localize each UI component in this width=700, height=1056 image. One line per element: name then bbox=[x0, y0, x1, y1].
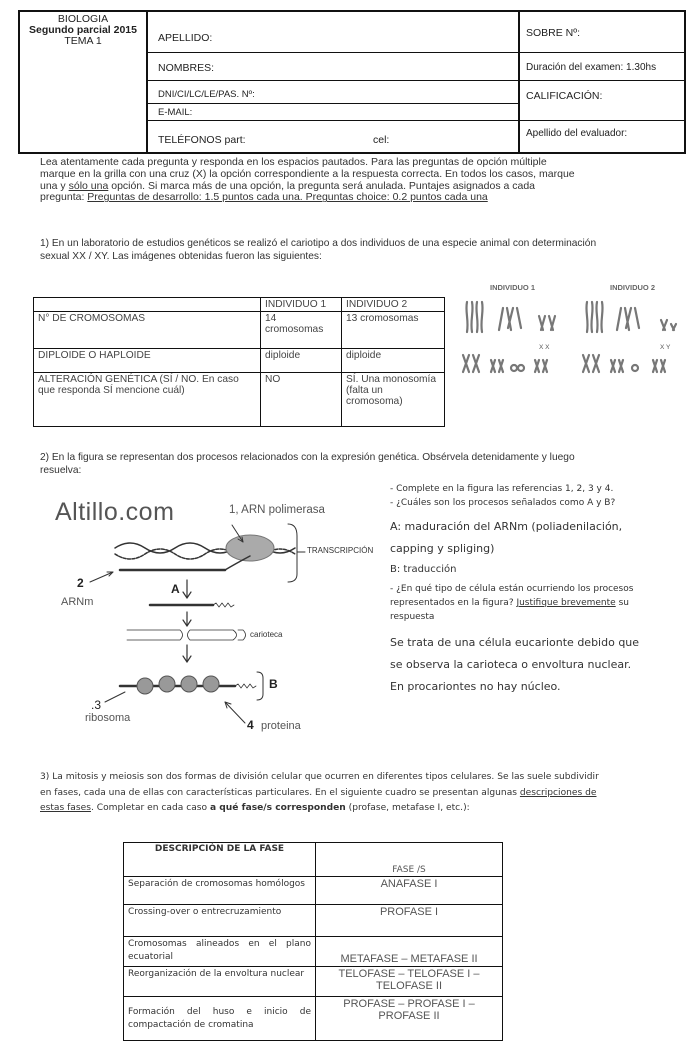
row-label: DIPLOIDE O HAPLOIDE bbox=[34, 349, 261, 373]
q2-line: 2) En la figura se representan dos procesos relacionados con la expresión genética. Obsérvela detenidamente y luego bbox=[40, 452, 575, 463]
label-b: B bbox=[269, 677, 278, 691]
arnm-label: ARNm bbox=[61, 596, 94, 608]
q2-bullet: representados en la figura? Justifique brevemente su bbox=[390, 598, 629, 608]
label-1: 1, ARN polimerasa bbox=[229, 504, 325, 516]
question-2-text bbox=[40, 452, 685, 477]
chromosome-drawing bbox=[455, 280, 690, 395]
dni-field[interactable]: DNI/CI/LC/LE/PAS. Nº: bbox=[158, 89, 255, 100]
grading-info bbox=[520, 12, 686, 152]
exam-name: Segundo parcial 2015 bbox=[29, 24, 137, 36]
calificacion-field[interactable]: CALIFICACIÓN: bbox=[526, 90, 603, 102]
karyotype-image bbox=[455, 280, 690, 395]
exam-header bbox=[18, 10, 686, 154]
karyo-label-2: INDIVIDUO 2 bbox=[610, 283, 656, 292]
col-descripcion: DESCRIPCIÓN DE LA FASE bbox=[124, 843, 316, 877]
cell-answer[interactable]: 14 cromosomas bbox=[261, 312, 342, 349]
phase-answer[interactable]: ANAFASE I bbox=[316, 877, 503, 905]
course-info bbox=[20, 12, 148, 152]
label-4: 4 bbox=[247, 718, 254, 732]
phase-description: Crossing-over o entrecruzamiento bbox=[124, 905, 316, 937]
carioteca-label: carioteca bbox=[250, 630, 283, 639]
xx-label: X X bbox=[539, 344, 550, 351]
label-3: .3 bbox=[91, 698, 102, 712]
phase-description: Cromosomas alineados en el plano ecuatorial bbox=[124, 937, 316, 967]
tema: TEMA 1 bbox=[64, 35, 102, 47]
answer-b[interactable]: B: traducción bbox=[390, 564, 457, 575]
cel-field[interactable]: cel: bbox=[373, 134, 390, 146]
q3-line: 3) La mitosis y meiosis son dos formas de división celular que ocurren en diferentes tipos celulares. Se las suele subdividir bbox=[40, 772, 599, 782]
question-3-text bbox=[40, 770, 690, 817]
q2-line: resuelva: bbox=[40, 464, 82, 476]
cell-answer[interactable]: NO bbox=[261, 373, 342, 427]
telefonos-field[interactable]: TELÉFONOS part: bbox=[158, 134, 246, 146]
karyo-label-1: INDIVIDUO 1 bbox=[490, 283, 536, 292]
q2-answers bbox=[390, 482, 690, 698]
q2-bullet: respuesta bbox=[390, 612, 435, 622]
phases-table bbox=[123, 842, 503, 1041]
cell-answer[interactable]: SÍ. Una monosomía (falta un cromosoma) bbox=[342, 373, 445, 427]
transcripcion-label: TRANSCRIPCIÓN bbox=[307, 546, 374, 555]
phase-answer[interactable]: PROFASE – PROFASE I – PROFASE II bbox=[316, 997, 503, 1041]
apellido-field[interactable]: APELLIDO: bbox=[158, 32, 213, 44]
xy-label: X Y bbox=[660, 344, 671, 351]
answer-cell-type[interactable]: En procariontes no hay núcleo. bbox=[390, 680, 561, 693]
answer-a[interactable]: A: maduración del ARNm (poliadenilación, bbox=[390, 520, 623, 533]
cell-answer[interactable]: diploide bbox=[261, 349, 342, 373]
q2-bullet: - Complete en la figura las referencias 1, 2, 3 y 4. bbox=[390, 484, 614, 494]
phase-answer[interactable]: TELOFASE – TELOFASE I – TELOFASE II bbox=[316, 967, 503, 997]
q1-line: sexual XX / XY. Las imágenes obtenidas fueron las siguientes: bbox=[40, 250, 322, 262]
row-label: ALTERACIÓN GENÉTICA (SÍ / NO. En caso que responda SÍ mencione cuál) bbox=[34, 373, 261, 427]
q2-bullet: - ¿En qué tipo de célula están ocurriendo los procesos bbox=[390, 584, 634, 594]
col-individuo-1: INDIVIDUO 1 bbox=[261, 298, 342, 312]
evaluador-field[interactable]: Apellido del evaluador: bbox=[526, 128, 628, 139]
row-label: N° DE CROMOSOMAS bbox=[34, 312, 261, 349]
watermark: Altillo.com bbox=[55, 498, 175, 526]
ribosoma-label: ribosoma bbox=[85, 712, 131, 724]
answer-cell-type[interactable]: Se trata de una célula eucarionte debido que bbox=[390, 636, 640, 649]
phase-answer[interactable]: PROFASE I bbox=[316, 905, 503, 937]
answer-cell-type[interactable]: se observa la carioteca o envoltura nuclear. bbox=[390, 658, 632, 671]
answer-a[interactable]: capping y spliging) bbox=[390, 542, 495, 555]
nombres-field[interactable]: NOMBRES: bbox=[158, 62, 215, 74]
q3-line: estas fases. Completar en cada caso a qué fase/s corresponden (profase, metafase I, etc.): bbox=[40, 803, 470, 813]
email-field[interactable]: E-MAIL: bbox=[158, 107, 193, 118]
col-individuo-2: INDIVIDUO 2 bbox=[342, 298, 445, 312]
phase-description: Separación de cromosomas homólogos bbox=[124, 877, 316, 905]
duracion-text: Duración del examen: 1.30hs bbox=[526, 62, 657, 73]
proteina-label: proteina bbox=[261, 720, 301, 732]
student-info bbox=[148, 12, 520, 152]
label-2: 2 bbox=[77, 576, 84, 590]
gene-expression-figure bbox=[45, 490, 385, 740]
phase-description: Formación del huso e inicio de compactación de cromatina bbox=[124, 997, 316, 1041]
phase-answer[interactable]: METAFASE – METAFASE II bbox=[316, 937, 503, 967]
q1-line: 1) En un laboratorio de estudios genéticos se realizó el cariotipo a dos individuos de una especie animal con determinación bbox=[40, 238, 597, 249]
instructions-line: marque en la grilla con una cruz (X) la opción correspondiente a la respuesta correcta. En todos los casos, marque bbox=[40, 167, 575, 180]
sobre-field[interactable]: SOBRE Nº: bbox=[526, 27, 581, 39]
cell-answer[interactable]: 13 cromosomas bbox=[342, 312, 445, 349]
instructions-line: pregunta: Preguntas de desarrollo: 1.5 puntos cada una. Preguntas choice: 0.2 puntos cada una bbox=[40, 191, 488, 204]
karyotype-table bbox=[33, 297, 445, 427]
subject: BIOLOGIA bbox=[57, 13, 109, 25]
instructions bbox=[40, 157, 685, 204]
q2-bullet: - ¿Cuáles son los procesos señalados como A y B? bbox=[390, 498, 616, 508]
phase-description: Reorganización de la envoltura nuclear bbox=[124, 967, 316, 997]
question-1-text bbox=[40, 238, 685, 263]
instructions-line: Lea atentamente cada pregunta y responda en los espacios pautados. Para las preguntas de opción múltiple bbox=[40, 156, 547, 168]
instructions-line: una y sólo una opción. Si marca más de una opción, la pregunta será anulada. Puntajes asignados a cada bbox=[40, 179, 536, 192]
col-fase: FASE /S bbox=[316, 843, 503, 877]
cell-answer[interactable]: diploide bbox=[342, 349, 445, 373]
label-a: A bbox=[171, 582, 180, 596]
q3-line: en fases, cada una de ellas con características particulares. En el siguiente cuadro se presentan algunas descripciones de bbox=[40, 787, 597, 798]
